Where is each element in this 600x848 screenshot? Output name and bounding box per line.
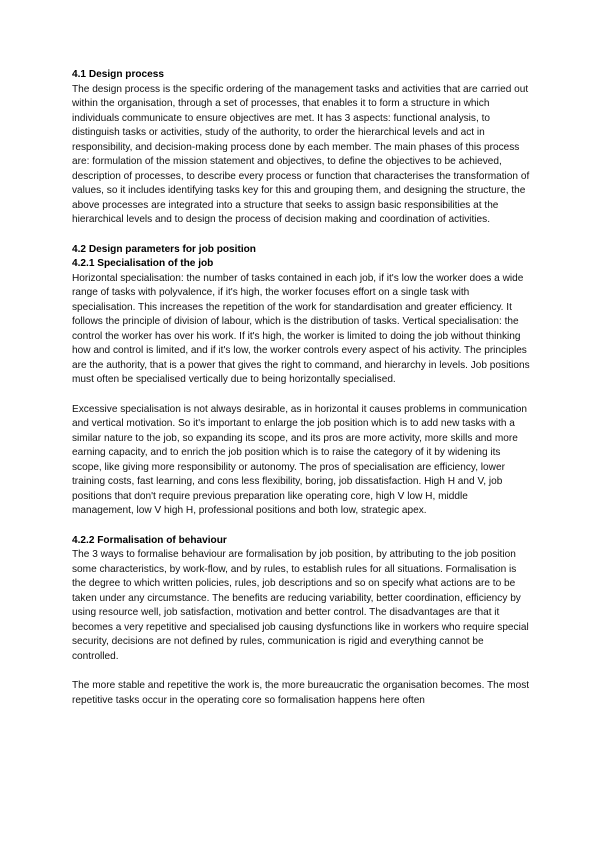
body-paragraph: The more stable and repetitive the work is, the more bureaucratic the organisation becomes. The most repetitive tasks occur in the operating core so formalisation happens here often [72, 679, 530, 706]
subsection-heading: 4.2.1 Specialisation of the job [72, 258, 214, 270]
body-paragraph: Horizontal specialisation: the number of tasks contained in each job, if it's low the worker does a wide range of tasks with polyvalence, if it's high, the worker focuses effort on a single task with specialisation. This increases the repetition of the work for standardisation and greater efficiency. It follows the principle of division of labour, which is the distribution of tasks. Vertical specialisation: the control the worker has over his work. If it's high, the worker is limited to doing the job without thinking how and control is limited, and if it's low, the worker controls every aspect of his activity. The principles are the authority, that is a power that gives the right to command, and hierarchy in levels. Job positions must often be specialised vertically due to being horizontally specialised. [72, 272, 530, 386]
section-design-parameters [72, 243, 532, 519]
section-formalisation [72, 534, 532, 709]
body-paragraph: The 3 ways to formalise behaviour are formalisation by job position, by attributing to the job position some characteristics, by work-flow, and by rules, to establish rules for all situations. Formalisation is the degree to which written policies, rules, job descriptions and so on specify what actions are to be taken under any circumstance. The benefits are reducing variability, better coordination, efficiency by using resource well, job satisfaction, motivation and better control. The disadvantages are that it becomes a very repetitive and specialised job causing dysfunctions like in workers who require special security, decisions are not defined by rules, communication is rigid and everything cannot be controlled. [72, 549, 529, 662]
subsection-heading: 4.2.2 Formalisation of behaviour [72, 534, 227, 546]
section-design-process [72, 68, 532, 228]
section-heading: 4.2 Design parameters for job position [72, 243, 256, 255]
body-paragraph: The design process is the specific ordering of the management tasks and activities that are carried out within the organisation, through a set of processes, that enables it to form a structure in which individuals communicate to ensure objectives are met. It has 3 aspects: functional analysis, to distinguish tasks or activities, study of the authority, to order the hierarchical levels and act in responsibility, and decision-making process done by each member. The main phases of this process are: formulation of the mission statement and objectives, to define the objectives to be achieved, description of processes, to describe every process or function that characterises the transformation of values, so it includes identifying tasks key for this and grouping them, and designing the structure, the above processes are integrated into a structure that seeks to assign basic responsibilities at the hierarchical levels and to design the process of decision making and coordination of activities. [72, 83, 530, 226]
document-page [72, 68, 532, 723]
section-heading: 4.1 Design process [72, 69, 165, 80]
body-paragraph: Excessive specialisation is not always desirable, as in horizontal it causes problems in communication and vertical motivation. So it's important to enlarge the job position which is to add new tasks with a similar nature to the job, so expanding its scope, and its pros are more activity, more skills and more earning capacity, and to enrich the job position which is to raise the category of it by widening its scope, like giving more responsibility or autonomy. The pros of specialisation are efficiency, lower training costs, fast learning, and cons less flexibility, boring, job dissatisfaction. High H and V, job positions that don't require previous preparation like operating core, high V low H, middle management, low V high H, professional positions and both low, strategic apex. [72, 403, 527, 517]
